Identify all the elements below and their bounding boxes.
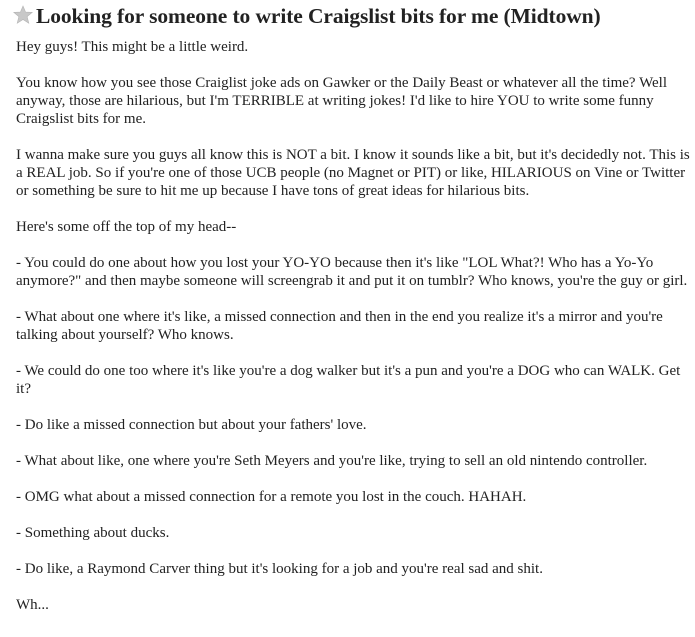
post-paragraph: - Do like, a Raymond Carver thing but it's looking for a job and you're real sad and shit.	[16, 561, 543, 577]
post-paragraph: Hey guys! This might be a little weird.	[16, 39, 249, 55]
post-paragraph: - OMG what about a missed connection for a remote you lost in the couch. HAHAH.	[16, 489, 527, 505]
star-icon[interactable]	[13, 5, 33, 25]
post-paragraph-truncated: Wh...	[16, 597, 49, 613]
post-paragraph: - What about one where it's like, a missed connection and then in the end you realize it's a mirror and you're talking about yourself? Who knows.	[16, 309, 663, 343]
post-paragraph: - We could do one too where it's like you're a dog walker but it's a pun and you're a DOG who can WALK. Get it?	[16, 363, 681, 397]
post-paragraph: You know how you see those Craiglist joke ads on Gawker or the Daily Beast or whatever all the time? Well anyway, those are hilarious, but I'm TERRIBLE at writing jokes! I'd like to hire YOU to write some funny Craigslist bits for me.	[16, 75, 668, 127]
post-title: Looking for someone to write Craigslist bits for me (Midtown)	[36, 4, 601, 28]
post-paragraph: - What about like, one where you're Seth Meyers and you're like, trying to sell an old nintendo controller.	[16, 453, 648, 469]
post-paragraph: Here's some off the top of my head--	[16, 219, 237, 235]
post-paragraph: - Do like a missed connection but about your fathers' love.	[16, 417, 367, 433]
post-header	[13, 4, 601, 30]
post-paragraph: - Something about ducks.	[16, 525, 170, 541]
post-body	[16, 38, 694, 614]
post-paragraph: - You could do one about how you lost your YO-YO because then it's like "LOL What?! Who has a Yo-Yo anymore?" and then maybe someone will screengrab it and put it on tumblr? Who knows, you're the guy or girl.	[16, 255, 688, 289]
post-paragraph: I wanna make sure you guys all know this is NOT a bit. I know it sounds like a bit, but it's decidedly not. This is a REAL job. So if you're one of those UCB people (no Magnet or PIT) or like, HILARIOUS on Vine or Twitter or something be sure to hit me up because I have tons of great ideas for hilarious bits.	[16, 147, 690, 199]
